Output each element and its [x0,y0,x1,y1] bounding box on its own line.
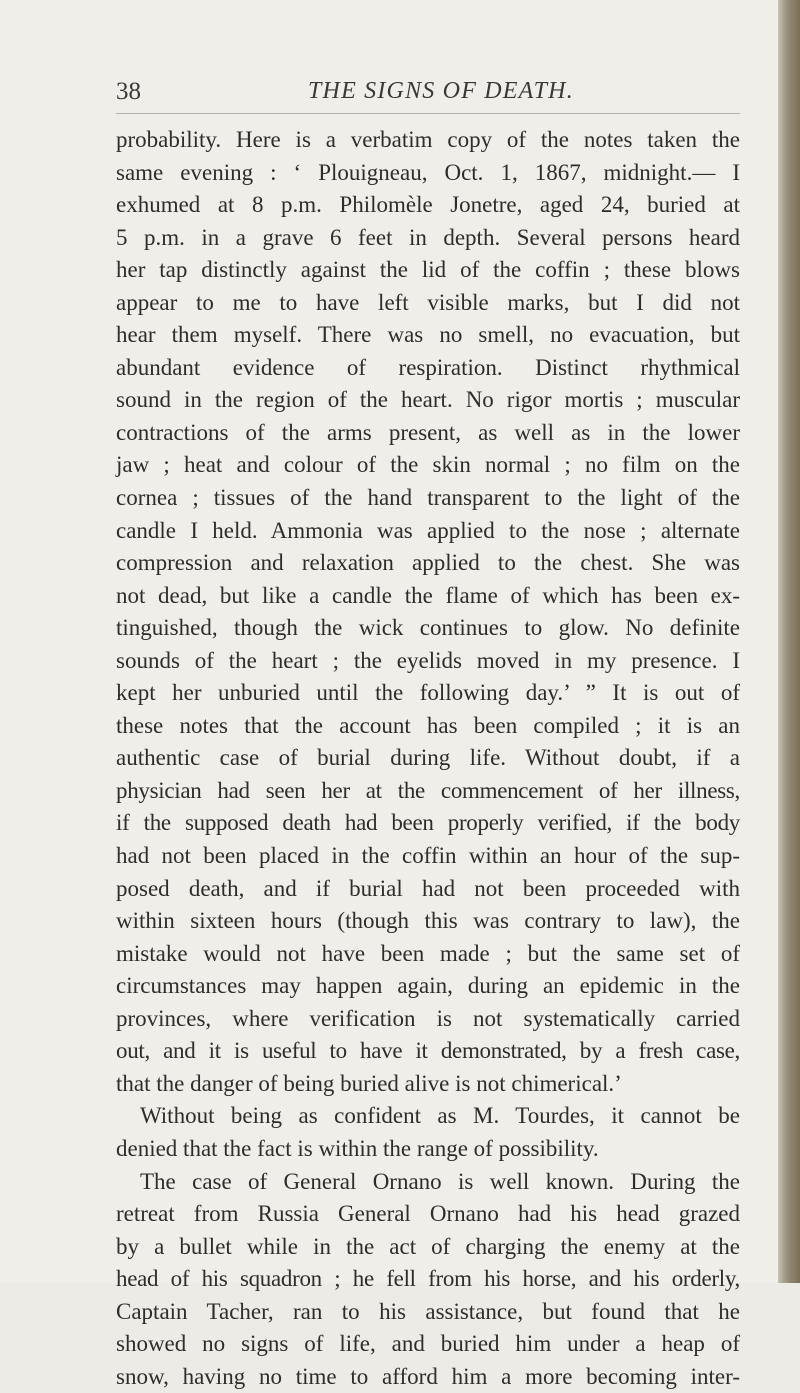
text-line: these notes that the account has been compiled ; it is an [116,712,740,738]
text-line: retreat from Russia General Ornano had his head grazed [116,1201,740,1227]
text-line: tinguished, though the wick continues to glow. No definite [116,615,740,641]
text-line: provinces, where verification is not systematically carried [116,1005,740,1031]
text-line: candle I held. Ammonia was applied to the nose ; alternate [116,517,740,543]
text-line: if the supposed death had been properly verified, if the body [116,810,740,836]
text-line: abundant evidence of respiration. Distinct rhythmical [116,354,740,380]
text-line: not dead, but like a candle the flame of which has been ex- [116,582,740,608]
text-line: cornea ; tissues of the hand transparent to the light of the [116,485,740,511]
text-line: kept her unburied until the following day.’ ” It is out of [116,680,740,706]
text-line: jaw ; heat and colour of the skin normal ; no film on the [116,452,740,478]
running-head [116,72,740,108]
text-line: same evening : ‘ Plouigneau, Oct. 1, 1867, midnight.— I [116,159,740,185]
text-line: her tap distinctly against the lid of the coffin ; these blows [116,257,740,283]
text-line: showed no signs of life, and buried him under a heap of [116,1331,740,1357]
page-number: 38 [116,78,141,105]
text-line: posed death, and if burial had not been proceeded with [116,875,740,901]
text-line: hear them myself. There was no smell, no evacuation, but [116,322,740,348]
text-line: mistake would not have been made ; but the same set of [116,940,740,966]
body-text [116,124,740,1393]
text-line: contractions of the arms present, as well as in the lower [116,419,740,445]
text-line: compression and relaxation applied to the chest. She was [116,550,740,576]
text-line: by a bullet while in the act of charging the enemy at the [116,1233,740,1259]
text-line: appear to me to have left visible marks, but I did not [116,289,740,315]
text-line: exhumed at 8 p.m. Philomèle Jonetre, aged 24, buried at [116,192,740,218]
text-line: authentic case of burial during life. Without doubt, if a [116,745,740,771]
text-line: had not been placed in the coffin within an hour of the sup- [116,843,740,869]
text-line: head of his squadron ; he fell from his horse, and his orderly, [116,1266,740,1292]
text-line: within sixteen hours (though this was contrary to law), the [116,908,740,934]
text-line: snow, having no time to afford him a more becoming inter- [116,1363,740,1389]
text-line: Without being as confident as M. Tourdes, it cannot be [140,1103,740,1129]
text-line: sounds of the heart ; the eyelids moved in my presence. I [116,647,740,673]
text-line: physician had seen her at the commencement of her illness, [116,777,740,803]
text-line: 5 p.m. in a grave 6 feet in depth. Several persons heard [116,224,740,250]
header-rule [116,113,740,114]
page-edge [778,0,800,1283]
text-line: out, and it is useful to have it demonstrated, by a fresh case, [116,1038,740,1064]
text-line: Captain Tacher, ran to his assistance, but found that he [116,1298,740,1324]
text-line: probability. Here is a verbatim copy of the notes taken the [116,127,740,152]
page-title: THE SIGNS OF DEATH. [308,78,574,104]
text-line: sound in the region of the heart. No rigor mortis ; muscular [116,387,740,413]
text-line: circumstances may happen again, during an epidemic in the [116,973,740,999]
text-line: that the danger of being buried alive is not chimerical.’ [116,1070,622,1096]
text-line: denied that the fact is within the range of possibility. [116,1135,599,1161]
text-line: The case of General Ornano is well known. During the [140,1168,740,1194]
